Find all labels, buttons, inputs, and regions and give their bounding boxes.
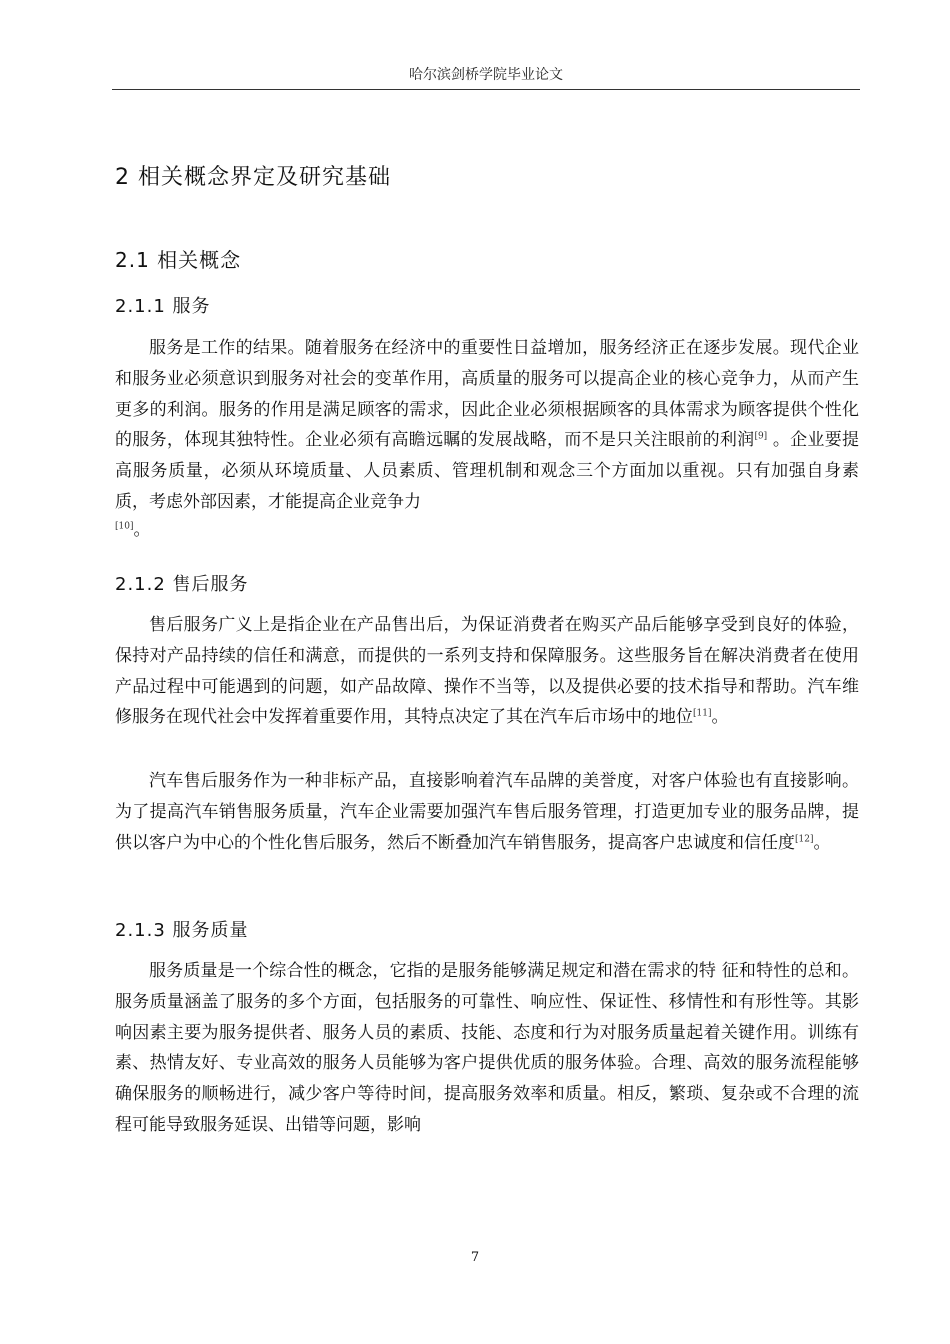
citation: [12] — [795, 833, 814, 844]
paragraph-auto-after-sales — [115, 766, 859, 858]
citation: [9] — [754, 431, 768, 442]
header-rule — [112, 89, 860, 90]
paragraph-text: 汽车售后服务作为一种非标产品，直接影响着汽车品牌的美誉度，对客户体验也有直接影响。为了提高汽车销售服务质量，汽车企业需要加强汽车售后服务管理，打造更加专业的服务品牌，提供以客户为中心的个性化售后服务，然后不断叠加汽车销售服务，提高客户忠诚度和信任度 — [115, 771, 859, 853]
section-title: 2.1 相关概念 — [115, 248, 242, 272]
subsection-title-service: 2.1.1 服务 — [115, 296, 211, 317]
paragraph-text: 。 — [133, 519, 151, 540]
page-number: 7 — [470, 1250, 480, 1265]
paragraph-text: 。企业要提高服务质量，必须从环境质量、人员素质、管理机制和观念三个方面加以重视。只有加强自身素质，考虑外部因素，才能提高企业竞争力 — [115, 430, 860, 512]
paragraph-service-quality: 服务质量是一个综合性的概念，它指的是服务能够满足规定和潜在需求的特 征和特性的总和。服务质量涵盖了服务的多个方面，包括服务的可靠性、响应性、保证性、移情性和有形性等。其影响因素主要为服务提供者、服务人员的素质、技能、态度和行为对服务质量起着关键作用。训练有素、热情友好、专业高效的服务人员能够为客户提供优质的服务体验。合理、高效的服务流程能够确保服务的顺畅进行，减少客户等待时间，提高服务效率和质量。相反，繁琐、复杂或不合理的流程可能导致服务延误、出错等问题，影响 — [115, 961, 859, 1135]
citation-line — [115, 519, 859, 540]
citation: [11] — [693, 708, 712, 719]
running-header: 哈尔滨剑桥学院毕业论文 — [409, 67, 563, 83]
subsection-title-service-quality: 2.1.3 服务质量 — [115, 920, 249, 941]
subsection-title-after-sales: 2.1.2 售后服务 — [115, 574, 249, 595]
paragraph-service — [115, 333, 860, 540]
paragraph-text: 售后服务广义上是指企业在产品售出后，为保证消费者在购买产品后能够享受到良好的体验，保持对产品持续的信任和满意，而提供的一系列支持和保障服务。这些服务旨在解决消费者在使用产品过程中可能遇到的问题，如产品故障、操作不当等，以及提供必要的技术指导和帮助。汽车维修服务在现代社会中发挥着重要作用，其特点决定了其在汽车后市场中的地位 — [115, 615, 859, 728]
paragraph-after-sales — [115, 610, 859, 733]
paragraph-text: 。 — [813, 832, 831, 853]
paragraph-text: 。 — [711, 707, 729, 728]
paragraph-text: 服务是工作的结果。随着服务在经济中的重要性日益增加，服务经济正在逐步发展。现代企业和服务业必须意识到服务对社会的变革作用，高质量的服务可以提高企业的核心竞争力，从而产生更多的利润。服务的作用是满足顾客的需求，因此企业必须根据顾客的具体需求为顾客提供个性化的服务，体现其独特性。企业必须有高瞻远瞩的发展战略，而不是只关注眼前的利润 — [115, 338, 859, 451]
chapter-title: 2 相关概念界定及研究基础 — [115, 165, 391, 190]
citation: [10] — [115, 521, 134, 532]
